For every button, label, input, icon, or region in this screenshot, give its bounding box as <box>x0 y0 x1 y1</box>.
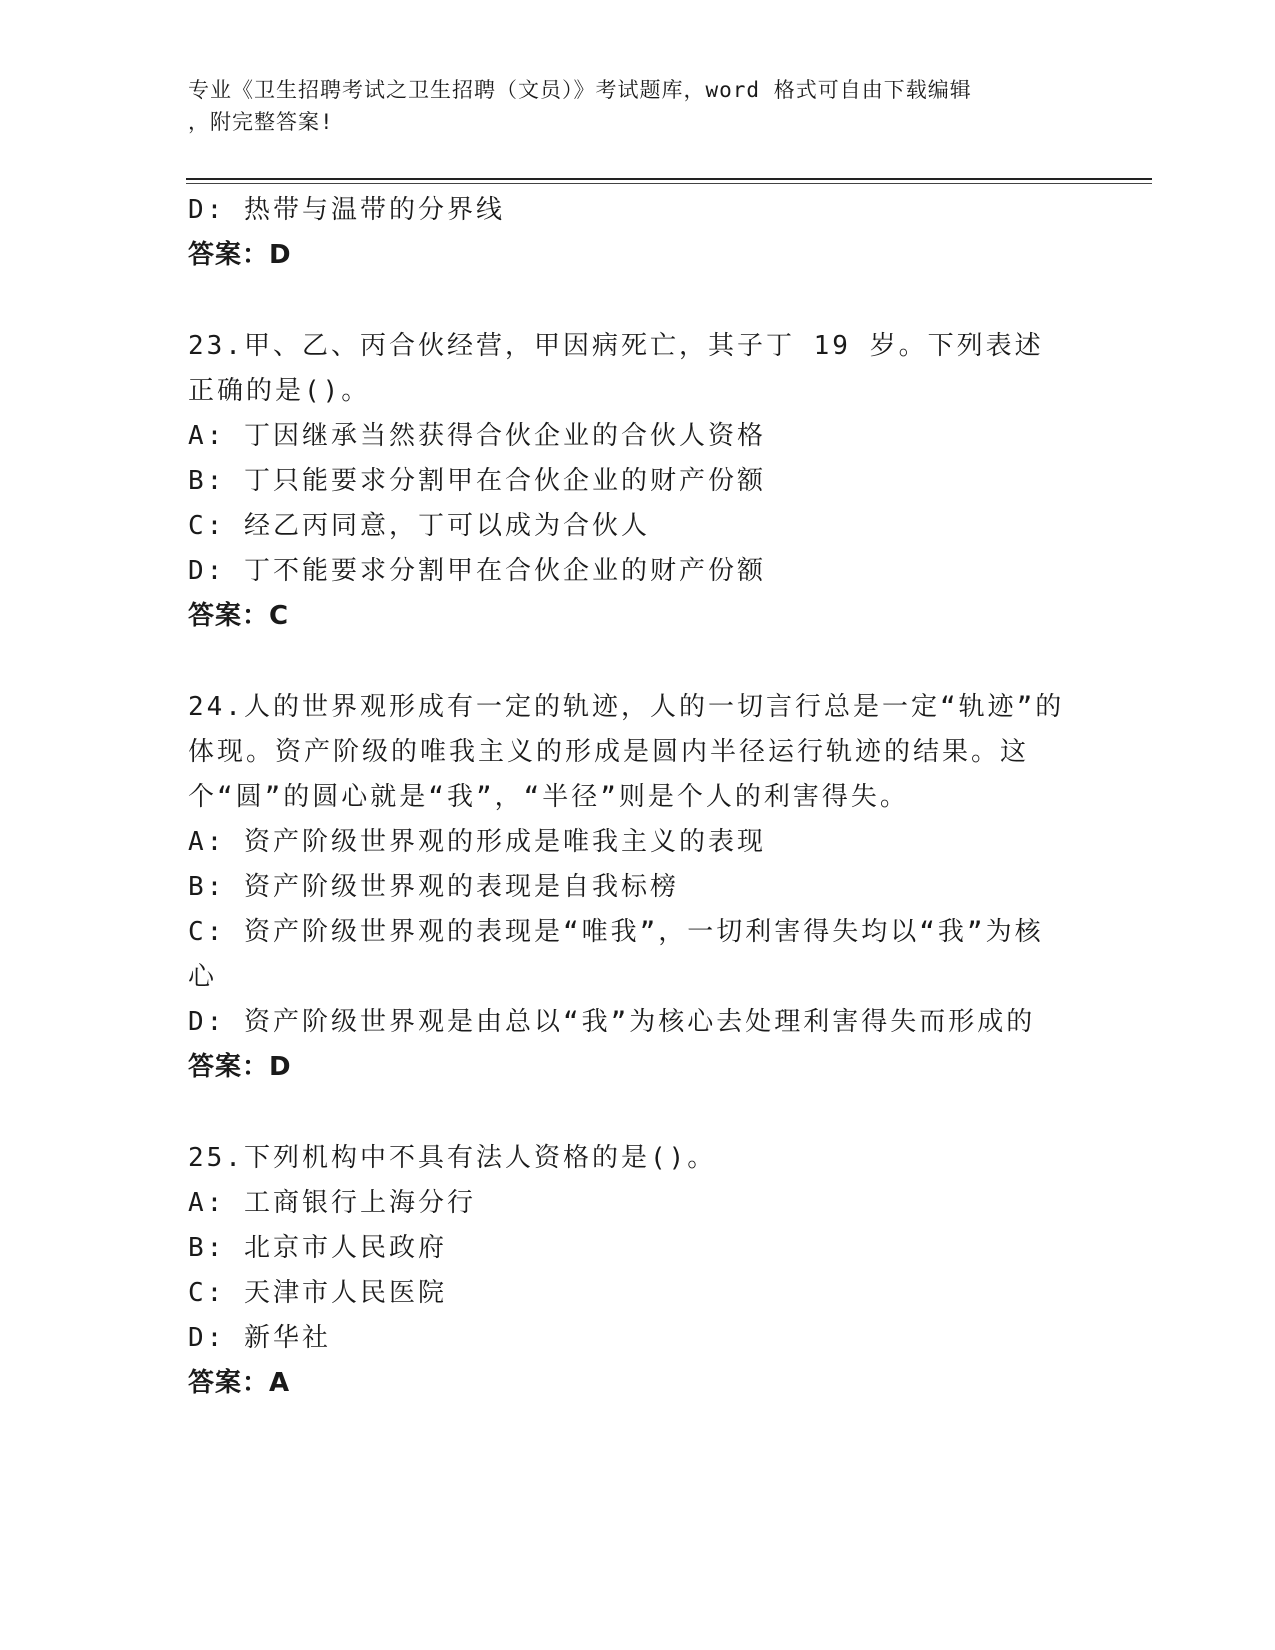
q24-stem: 24.人的世界观形成有一定的轨迹，人的一切言行总是一定“轨迹”的体现。资产阶级的唯我主义的形成是圆内半径运行轨迹的结果。这个“圆”的圆心就是“我”，“半径”则是个人的利害得失。 <box>188 692 1065 812</box>
q25-option-a: A: 工商银行上海分行 <box>188 1188 476 1218</box>
header-rule-thin <box>186 183 1152 184</box>
q25-option-d: D: 新华社 <box>188 1323 331 1353</box>
q24-option-b: B: 资产阶级世界观的表现是自我标榜 <box>188 872 679 902</box>
header-rule-thick <box>186 178 1152 180</box>
q25-option-c: C: 天津市人民医院 <box>188 1278 447 1308</box>
q23-option-d: D: 丁不能要求分割甲在合伙企业的财产份额 <box>188 556 766 586</box>
q24-option-c: C: 资产阶级世界观的表现是“唯我”，一切利害得失均以“我”为核心 <box>188 917 1044 992</box>
prev-option-d: D: 热带与温带的分界线 <box>188 195 505 225</box>
spacer <box>188 278 1088 324</box>
q25-stem: 25.下列机构中不具有法人资格的是()。 <box>188 1143 717 1173</box>
q24-option-d: D: 资产阶级世界观是由总以“我”为核心去处理利害得失而形成的 <box>188 1007 1036 1037</box>
spacer <box>188 639 1088 685</box>
spacer <box>188 1090 1088 1136</box>
q23-option-c: C: 经乙丙同意，丁可以成为合伙人 <box>188 511 650 541</box>
header-line-1: 专业《卫生招聘考试之卫生招聘（文员）》考试题库，word 格式可自由下载编辑 <box>188 78 972 102</box>
q25-option-b: B: 北京市人民政府 <box>188 1233 447 1263</box>
q24-option-a: A: 资产阶级世界观的形成是唯我主义的表现 <box>188 827 766 857</box>
question-content <box>188 188 1088 1406</box>
q25-answer: 答案：A <box>188 1368 291 1398</box>
q23-option-b: B: 丁只能要求分割甲在合伙企业的财产份额 <box>188 466 766 496</box>
q23-option-a: A: 丁因继承当然获得合伙企业的合伙人资格 <box>188 421 766 451</box>
prev-answer: 答案：D <box>188 240 292 270</box>
q23-stem: 23.甲、乙、丙合伙经营，甲因病死亡，其子丁 19 岁。下列表述正确的是()。 <box>188 331 1044 406</box>
header-line-2: ，附完整答案! <box>188 110 334 134</box>
q23-answer: 答案：C <box>188 601 290 631</box>
document-header <box>188 74 1068 138</box>
q24-answer: 答案：D <box>188 1052 292 1082</box>
